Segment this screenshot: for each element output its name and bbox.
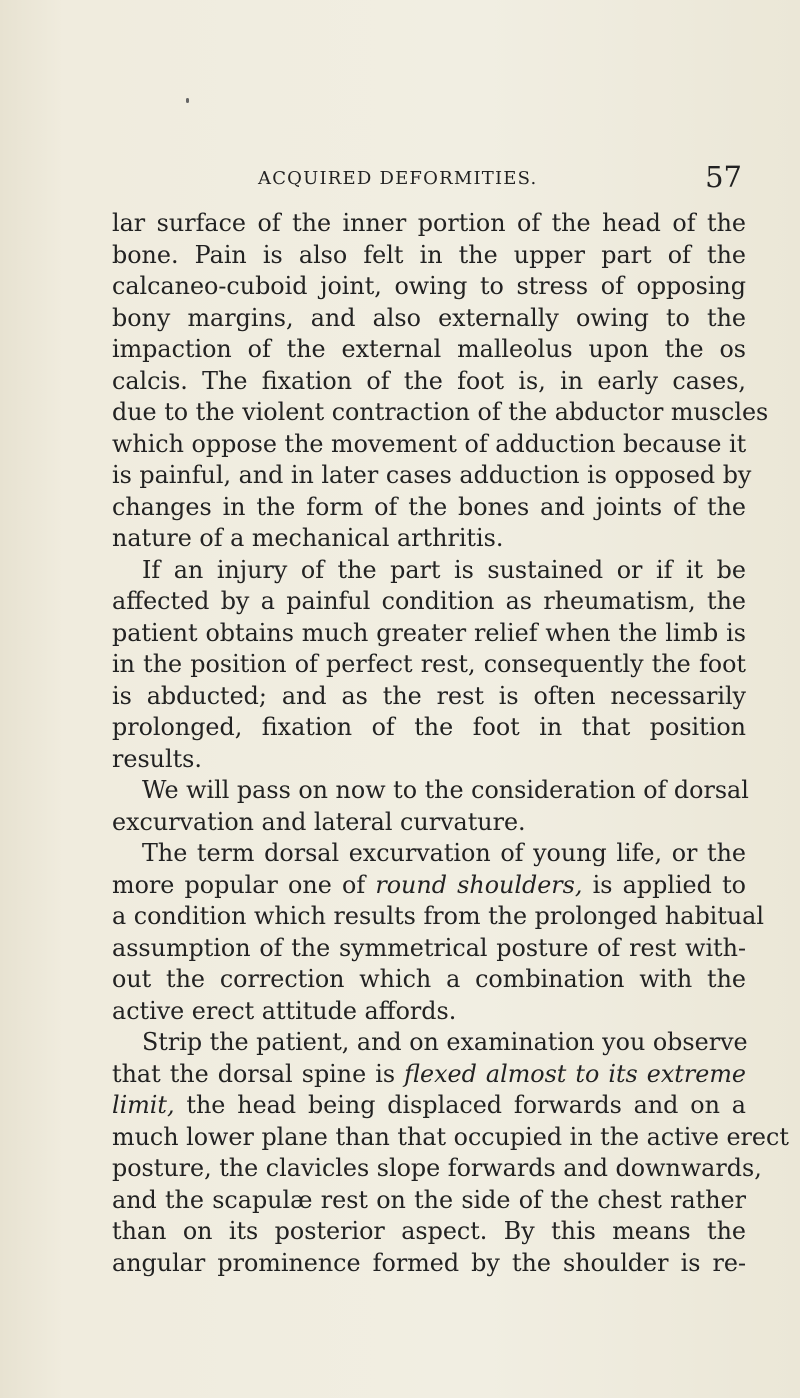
text-line: posture, the clavicles slope forwards and downwards,	[112, 1154, 762, 1182]
text-line: which oppose the movement of adduction because it	[112, 429, 747, 458]
page-number: 57	[705, 160, 742, 194]
italic-phrase: round shoulders,	[375, 870, 583, 899]
text-line: angular prominence formed by the shoulder is re-	[112, 1248, 746, 1277]
italic-phrase: limit,	[112, 1091, 175, 1119]
text-line: bony margins, and also externally owing to the	[112, 303, 746, 332]
text-line: excurvation and lateral curvature.	[112, 807, 526, 836]
text-line: The term dorsal excurvation of young life, or the	[142, 839, 746, 867]
ink-speck	[186, 98, 189, 103]
text-segment: that the dorsal spine is	[112, 1059, 396, 1088]
text-segment: the head being displaced forwards and on a	[186, 1091, 746, 1119]
text-line: in the position of perfect rest, consequently the foot	[112, 650, 746, 678]
text-line: changes in the form of the bones and joints of the	[112, 492, 746, 521]
text-line: lar surface of the inner portion of the head of the	[112, 209, 746, 237]
body-text	[112, 208, 789, 1279]
text-line: much lower plane than that occupied in the active erect	[112, 1122, 789, 1151]
text-line: affected by a painful condition as rheumatism, the	[112, 587, 746, 615]
text-line: calcaneo-cuboid joint, owing to stress of opposing	[112, 272, 746, 300]
text-line	[112, 870, 746, 902]
text-line: out the correction which a combination with the	[112, 965, 746, 993]
text-line: is painful, and in later cases adduction is opposed by	[112, 461, 752, 489]
text-line: is abducted; and as the rest is often necessarily	[112, 681, 746, 710]
text-line: assumption of the symmetrical posture of rest with-	[112, 933, 746, 962]
text-line: nature of a mechanical arthritis.	[112, 524, 504, 552]
text-line: active erect attitude affords.	[112, 996, 457, 1025]
italic-phrase: flexed almost to its extreme	[404, 1059, 746, 1088]
text-line	[112, 1059, 746, 1091]
text-line: and the scapulæ rest on the side of the chest rather	[112, 1185, 746, 1214]
text-line: than on its posterior aspect. By this means the	[112, 1217, 746, 1245]
text-line: Strip the patient, and on examination you observe	[142, 1028, 748, 1056]
text-line: results.	[112, 744, 202, 773]
page-header	[258, 160, 742, 194]
text-line	[112, 1090, 746, 1122]
text-line: If an injury of the part is sustained or if it be	[142, 555, 746, 584]
text-line: calcis. The fixation of the foot is, in early cases,	[112, 366, 746, 395]
text-line: bone. Pain is also felt in the upper part of the	[112, 240, 746, 269]
text-line: prolonged, fixation of the foot in that position	[112, 713, 746, 741]
text-line: We will pass on now to the consideration of dorsal	[142, 776, 749, 804]
text-line: due to the violent contraction of the abductor muscles	[112, 398, 769, 426]
text-line: a condition which results from the prolonged habitual	[112, 902, 764, 930]
text-line: impaction of the external malleolus upon the os	[112, 335, 746, 363]
text-line: patient obtains much greater relief when the limb is	[112, 618, 746, 647]
text-segment: more popular one of	[112, 870, 366, 899]
text-segment: is applied to	[592, 870, 746, 899]
running-head: ACQUIRED DEFORMITIES.	[258, 168, 538, 189]
